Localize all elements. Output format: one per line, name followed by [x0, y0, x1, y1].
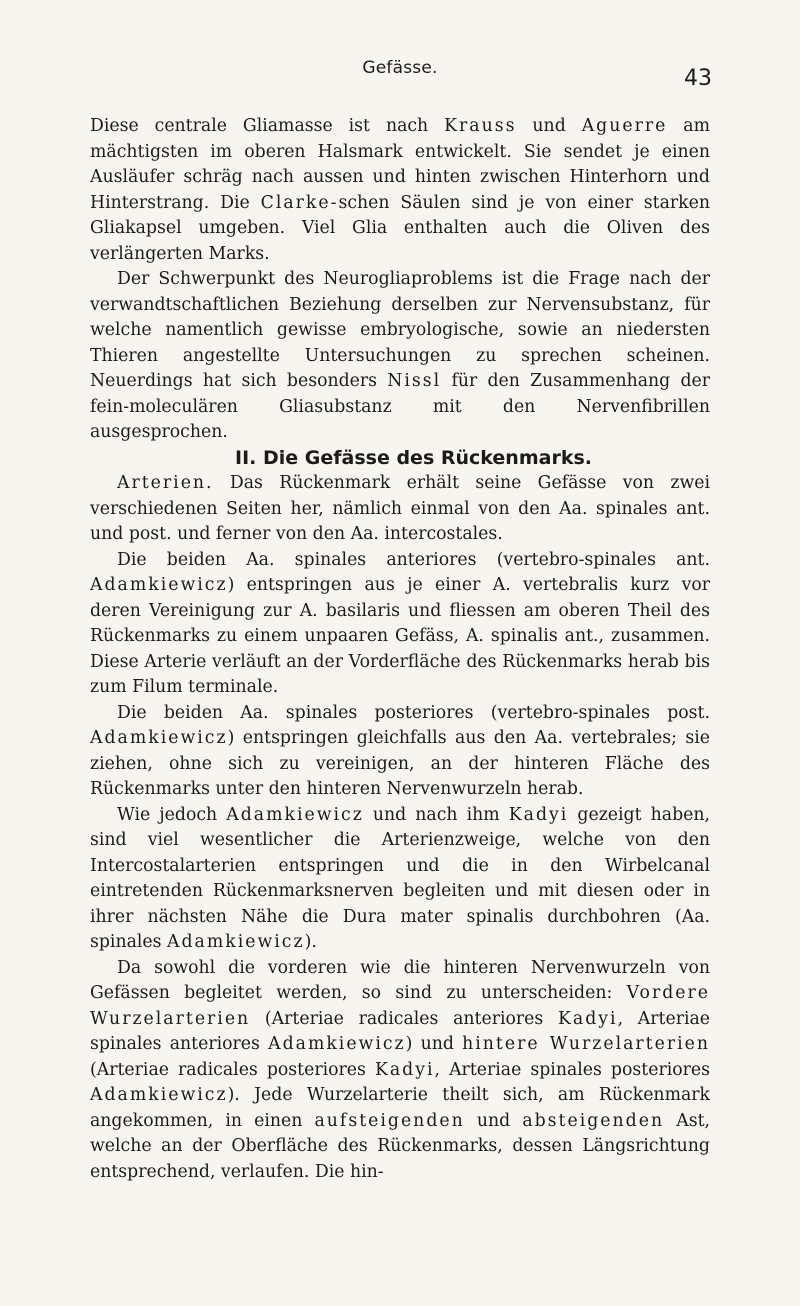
term: Vordere Wurzelarterien: [90, 983, 710, 1029]
paragraph-intercostal: [90, 803, 710, 956]
author-name: Adamkiewicz: [167, 932, 305, 952]
author-name: Clarke-: [260, 192, 339, 213]
text-run: und: [464, 1110, 523, 1131]
author-name: Kadyi: [508, 804, 569, 825]
author-name: Aguerre: [581, 116, 668, 136]
text-run: ) und: [405, 1034, 463, 1054]
paragraph-spinales-anteriores: [90, 548, 710, 701]
text-run: Die beiden Aa. spinales posteriores (vertebro-spinales post.: [117, 702, 710, 723]
text-run: Die beiden Aa. spinales anteriores (vertebro-spinales ant.: [117, 549, 710, 570]
term: hintere Wurzelarterien: [462, 1034, 710, 1054]
text-run: gezeigt haben, sind viel wesentlicher die Arterienzweige, welche von den Intercostalarterien entspringen und die in den Wirbelcanal eintretenden Rückenmarksnerven begleiten und mit diesen oder in ihrer nächsten Nähe die Dura mater spinalis durchbohren (Aa. spinales: [90, 804, 710, 952]
author-name: Adamkiewicz: [90, 728, 228, 748]
section-heading: II. Die Gefässe des Rückenmarks.: [235, 446, 592, 469]
text-run: Das Rückenmark erhält seine Gefässe von zwei verschiedenen Seiten her, nämlich einmal von den Aa. spinales ant. und post. und ferner von den Aa. intercostales.: [90, 473, 710, 544]
author-name: Kadyi: [374, 1059, 435, 1080]
author-name: Kadyi: [557, 1008, 618, 1029]
author-name: Adamkiewicz: [268, 1034, 406, 1054]
author-name: Adamkiewicz: [226, 804, 364, 825]
running-head: [0, 56, 800, 91]
text-run: (Arteriae radicales posteriores: [90, 1059, 375, 1080]
paragraph-arterien: [90, 471, 710, 548]
text-run: (Arteriae radicales anteriores: [250, 1008, 558, 1029]
text-run: und: [516, 116, 582, 136]
author-name: Krauss: [444, 116, 517, 136]
text-run: und nach ihm: [363, 804, 509, 825]
term: Arterien.: [117, 473, 214, 493]
text-run: , Arteriae spinales posteriores: [434, 1059, 710, 1080]
paragraph-gliamasse: [90, 114, 710, 267]
author-name: Nissl: [387, 371, 442, 391]
body-text: [90, 114, 710, 1185]
paragraph-neuroglia: [90, 267, 710, 446]
text-run: schen Säulen sind je von einer starken Gliakapsel umgeben. Viel Glia enthalten auch die Oliven des verlängerten Marks.: [90, 192, 710, 264]
text-run: Diese centrale Gliamasse ist nach: [90, 116, 445, 136]
paragraph-spinales-posteriores: [90, 701, 710, 803]
text-run: Der Schwerpunkt des Neurogliaproblems ist die Frage nach der verwandtschaftlichen Beziehung derselben zur Nervensubstanz, für welche namentlich gewisse embryologische, sowie an niedersten Thieren angestellte Untersuchungen zu sprechen scheinen. Neuerdings hat sich besonders: [90, 269, 710, 391]
paragraph-wurzelarterien: [90, 956, 710, 1186]
text-run: für den Zusammenhang der fein-moleculären Gliasubstanz mit den Nervenfibrillen ausgesprochen.: [90, 371, 710, 442]
text-run: Wie jedoch: [117, 804, 227, 825]
text-run: am mächtigsten im oberen Halsmark entwickelt. Sie sendet je einen Ausläufer schräg nach aussen und hinten zwischen Hinterhorn und Hinterstrang. Die: [90, 116, 710, 213]
text-run: ) entspringen gleichfalls aus den Aa. vertebrales; sie ziehen, ohne sich zu vereinigen, an der hinteren Fläche des Rückenmarks unter den hinteren Nervenwurzeln herab.: [90, 728, 710, 799]
page-number: 43: [684, 66, 712, 91]
text-run: ). Jede Wurzelarterie theilt sich, am Rückenmark angekommen, in einen: [90, 1085, 710, 1131]
term: aufsteigenden: [314, 1110, 465, 1131]
author-name: Adamkiewicz: [90, 1085, 228, 1105]
text-run: ) entspringen aus je einer A. vertebralis kurz vor deren Vereinigung zur A. basilaris und fliessen am oberen Theil des Rückenmarks zu einem unpaaren Gefäss, A. spinalis ant., zusammen. Diese Arterie verläuft an der Vorderfläche des Rückenmarks herab bis zum Filum terminale.: [90, 575, 710, 697]
text-run: Da sowohl die vorderen wie die hinteren Nervenwurzeln von Gefässen begleitet werden, so sind zu unterscheiden:: [90, 957, 710, 1003]
text-run: , Arteriae spinales anteriores: [90, 1008, 711, 1054]
term: absteigenden: [522, 1110, 665, 1131]
running-title: Gefässe.: [362, 58, 438, 78]
text-run: Ast, welche an der Oberfläche des Rückenmarks, dessen Längsrichtung entsprechend, verlaufen. Die hin-: [90, 1110, 711, 1182]
author-name: Adamkiewicz: [90, 575, 228, 595]
text-run: ).: [304, 932, 317, 952]
